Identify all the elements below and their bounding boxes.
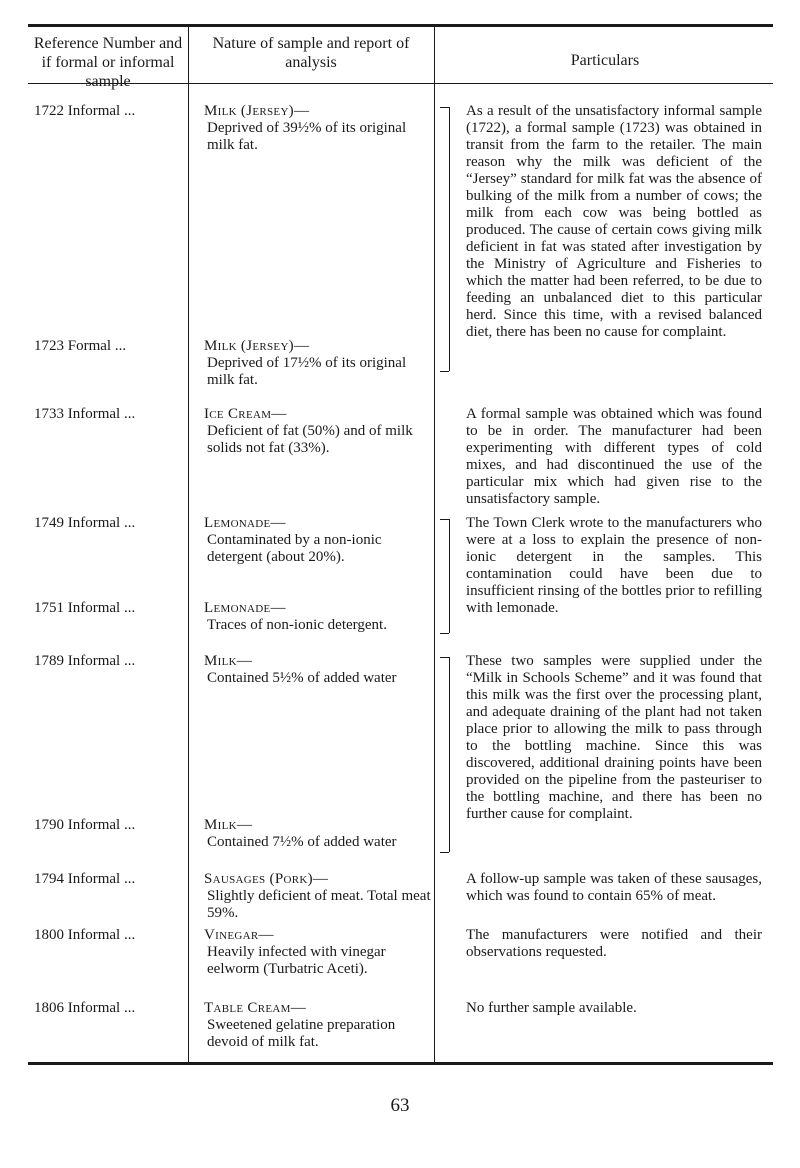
sample-detail: Contaminated by a non-ionic detergent (about 20%).: [207, 531, 382, 565]
sample-title: Milk (Jersey)—: [204, 337, 310, 354]
sample-1722: [204, 103, 434, 154]
sample-detail: Deprived of 39½% of its original milk fat.: [207, 120, 407, 154]
particulars-1800: The manufacturers were notified and their observations requested.: [466, 926, 762, 960]
bracket-1749-1751: [449, 519, 450, 633]
ref-1749: 1749 Informal ...: [34, 514, 136, 531]
particulars-1794: A follow-up sample was taken of these sausages, which was found to contain 65% of meat.: [466, 870, 762, 904]
sample-1794: [204, 871, 434, 922]
particulars-1789-1790: These two samples were supplied under the “Milk in Schools Scheme” and it was found that this milk was the first over the processing plant, and adequate draining of the plant had not taken place prior to allowing the milk to pass through to the bottling machine. Since this was discovered, additional draining points have been provided on the pipeline from the pasteuriser to the bottling machine, and there has been no further cause for complaint.: [466, 653, 762, 823]
page-number: 63: [390, 1095, 410, 1116]
sample-1800: [204, 927, 434, 978]
ref-1789: 1789 Informal ...: [34, 653, 136, 670]
sample-title: Lemonade—: [204, 600, 286, 616]
bracket-tick-bottom: [440, 371, 449, 372]
sample-1789: [204, 653, 434, 687]
sample-1733: [204, 406, 434, 457]
sample-detail: Deprived of 17½% of its original milk fat.: [207, 354, 407, 388]
header-reference-number: Reference Number and if formal or informal sample: [33, 34, 183, 90]
ref-1790: 1790 Informal ...: [34, 817, 136, 834]
particulars-1733: A formal sample was obtained which was found to be in order. The manufacturer had been experimenting with different types of cold mixes, and had discontinued the use of the particular mix which had given rise to the unsatisfactory sample.: [466, 406, 762, 508]
particulars-1806: No further sample available.: [466, 1000, 637, 1016]
sample-title: Milk—: [204, 653, 253, 670]
sample-title: Milk (Jersey)—: [204, 103, 310, 120]
bracket-tick-top: [440, 657, 449, 658]
sample-detail: Deficient of fat (50%) and of milk solids not fat (33%).: [207, 423, 413, 457]
sample-detail: Slightly deficient of meat. Total meat 59%.: [207, 887, 431, 921]
sample-1790: [204, 817, 434, 851]
bracket-tick-top: [440, 107, 449, 108]
sample-1749: [204, 515, 434, 566]
column-divider-2: [434, 26, 435, 1062]
sample-title: Vinegar—: [204, 926, 274, 943]
bracket-1722-1723: [449, 107, 450, 371]
sample-detail: Traces of non-ionic detergent.: [207, 617, 387, 633]
ref-1806: 1806 Informal ...: [34, 1000, 136, 1016]
sample-1751: [204, 600, 434, 634]
ref-1723: 1723 Formal ...: [34, 337, 127, 354]
bracket-tick-bottom: [440, 852, 449, 853]
sample-1806: [204, 1000, 434, 1051]
ref-1751: 1751 Informal ...: [34, 600, 136, 616]
ref-1800: 1800 Informal ...: [34, 926, 136, 943]
sample-title: Lemonade—: [204, 514, 286, 531]
bracket-tick-bottom: [440, 633, 449, 634]
ref-1722: 1722 Informal ...: [34, 103, 136, 120]
sample-title: Milk—: [204, 817, 253, 834]
header-particulars: Particulars: [570, 51, 640, 69]
sample-detail: Contained 7½% of added water: [207, 834, 397, 851]
sample-title: Sausages (Pork)—: [204, 870, 329, 887]
sample-title: Table Cream—: [204, 1000, 307, 1016]
column-divider-1: [188, 26, 189, 1062]
header-nature-of-sample: Nature of sample and report of analysis: [212, 34, 410, 71]
bracket-tick-top: [440, 519, 449, 520]
particulars-1722-1723: As a result of the unsatisfactory informal sample (1722), a formal sample (1723) was obtained in transit from the farm to the retailer. The main reason why the milk was deficient of the “Jersey” standard for milk fat was the absence of bulking of the milk from a number of cows; the milk from each cow was being bottled as produced. The cause of certain cows giving milk deficient in fat was stated after investigation by the Ministry of Agriculture and Fisheries to which the matter had been referred, to be due to feeding an unbalanced diet to this particular herd. Since this time, with a revised balanced diet, there has been no cause for complaint.: [466, 103, 762, 341]
particulars-1749-1751: The Town Clerk wrote to the manufacturers who were at a loss to explain the presence of non-ionic detergent in the samples. This contamination could have been due to insufficient rinsing of the bottles prior to refilling with lemonade.: [466, 514, 762, 616]
bracket-1789-1790: [449, 657, 450, 852]
sample-title: Ice Cream—: [204, 406, 287, 423]
sample-detail: Heavily infected with vinegar eelworm (Turbatric Aceti).: [207, 943, 386, 977]
ref-1794: 1794 Informal ...: [34, 870, 136, 887]
sample-1723: [204, 338, 434, 389]
sample-detail: Sweetened gelatine preparation devoid of milk fat.: [207, 1017, 396, 1050]
ref-1733: 1733 Informal ...: [34, 406, 136, 423]
sample-detail: Contained 5½% of added water: [207, 670, 397, 687]
bottom-rule: [28, 1062, 773, 1065]
top-rule: [28, 24, 773, 27]
